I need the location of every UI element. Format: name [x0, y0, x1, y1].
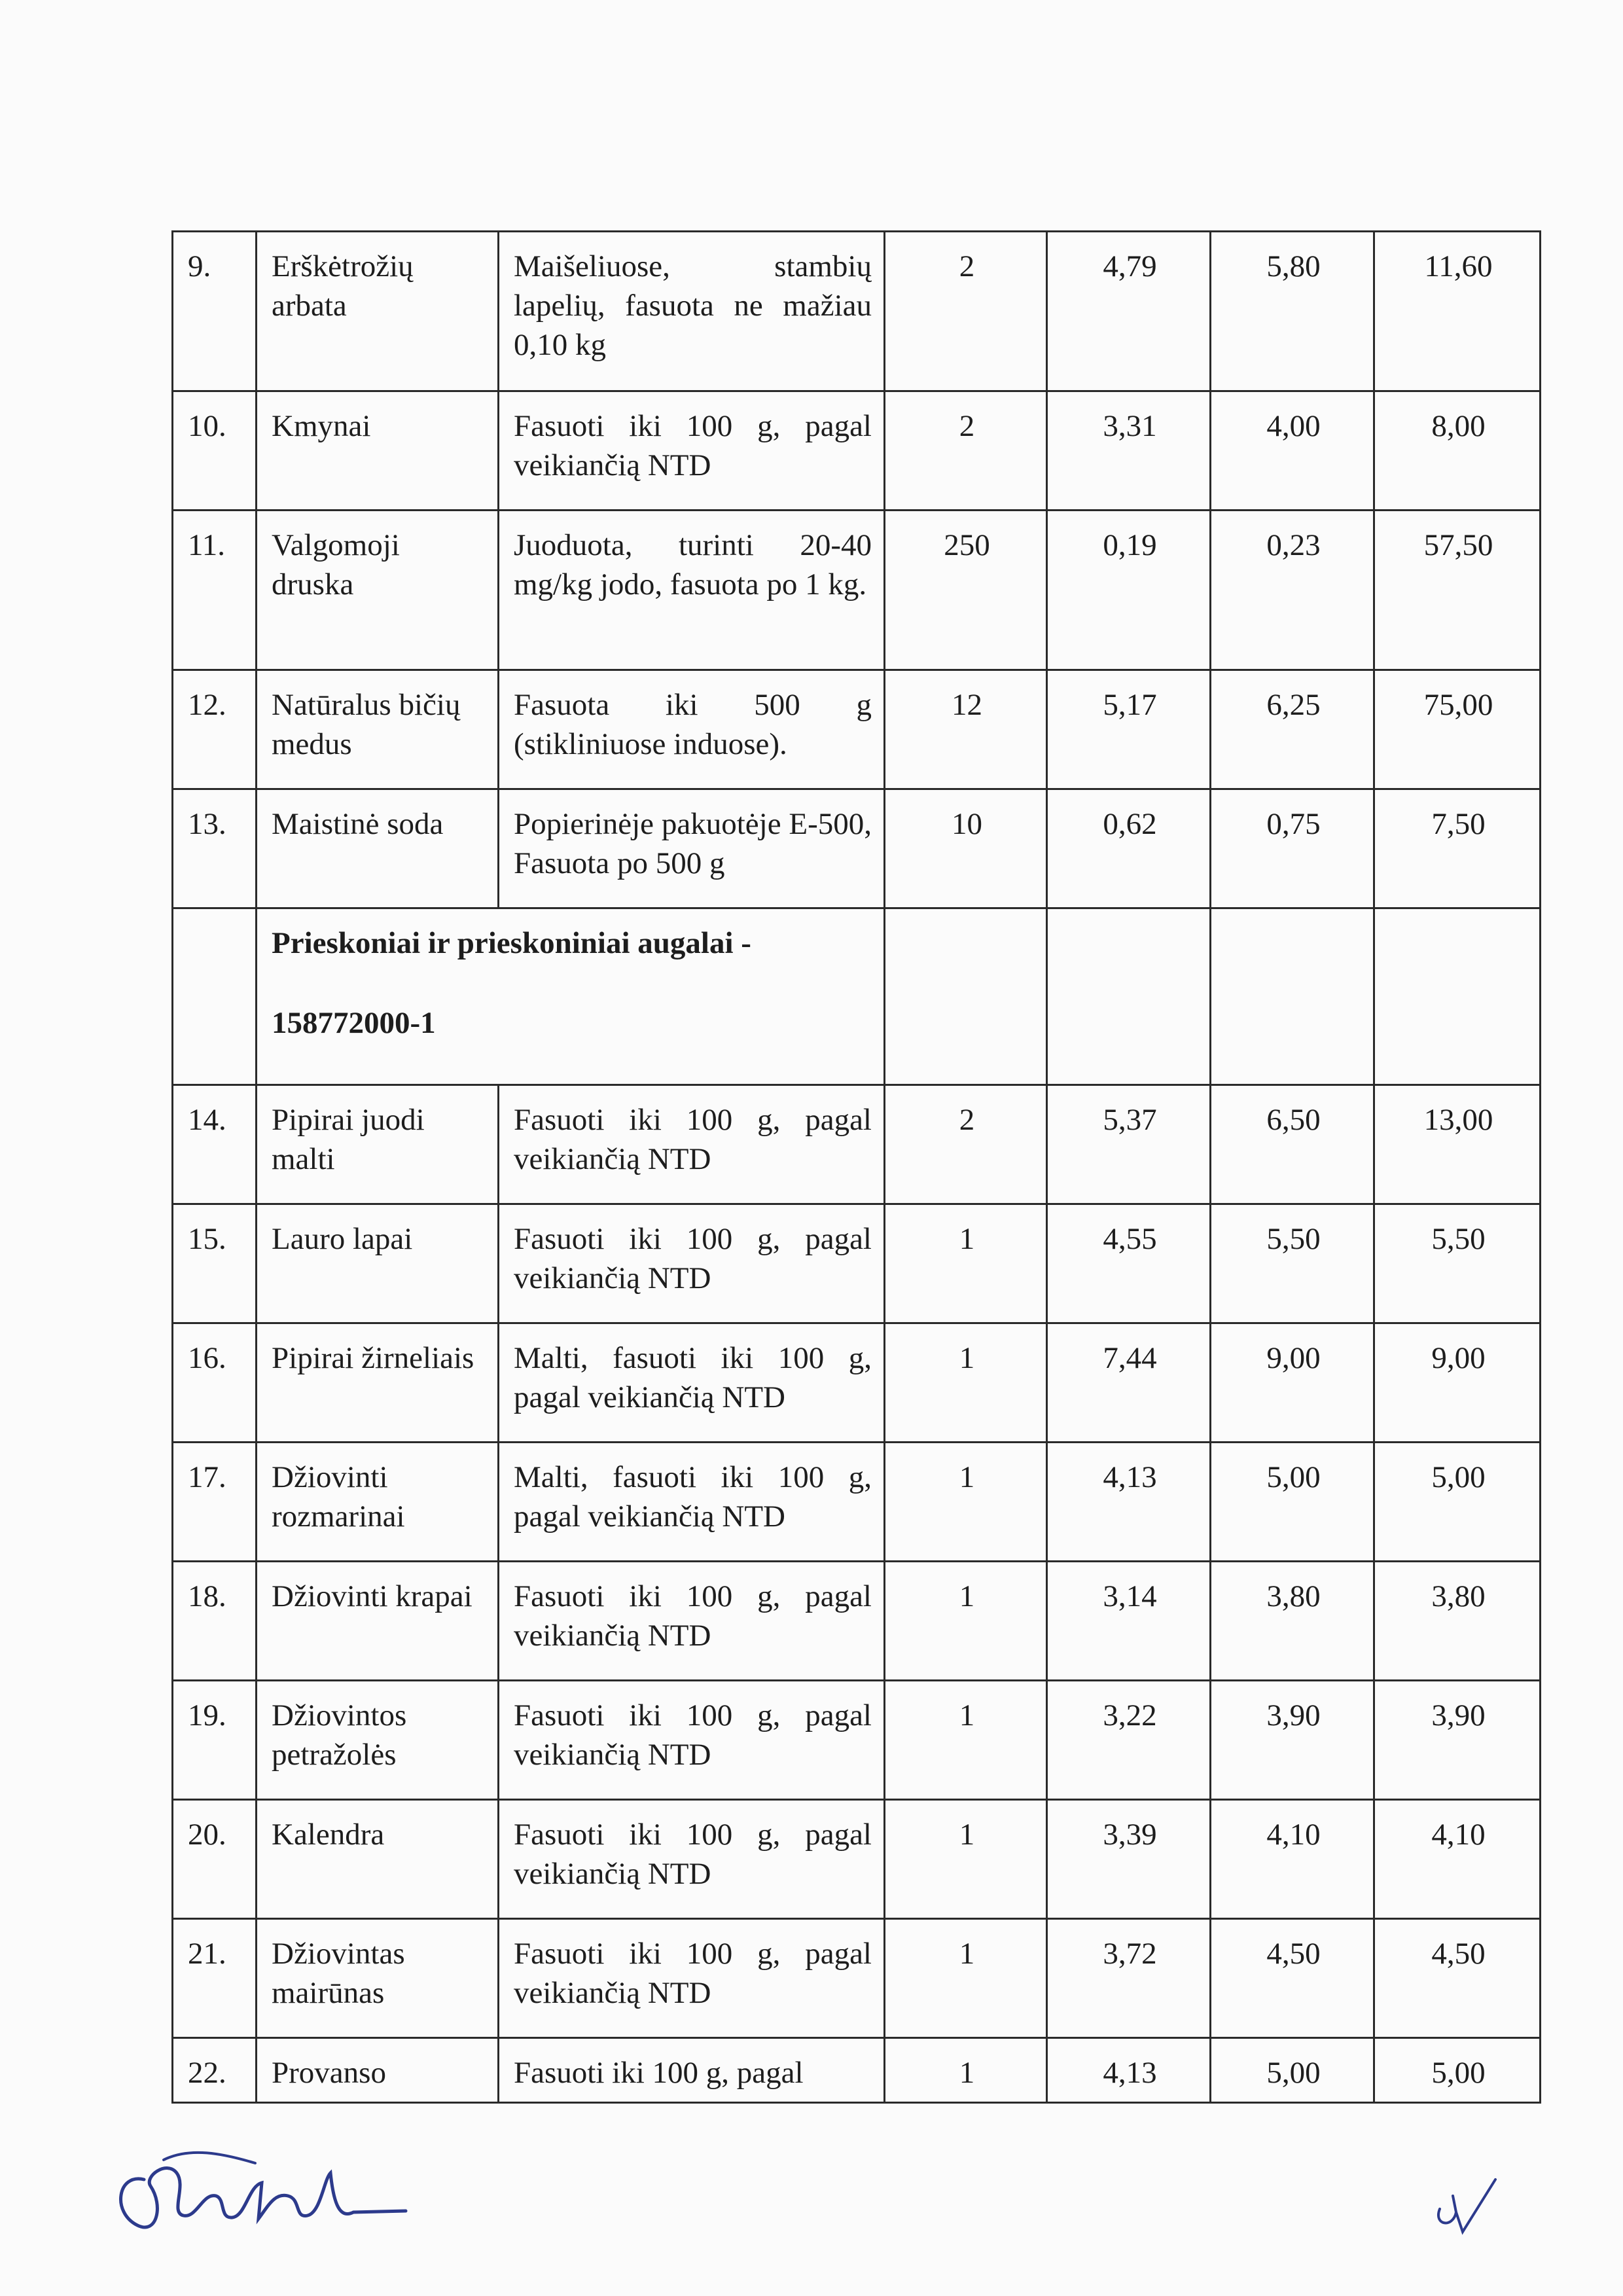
total-price: 5,00: [1374, 1443, 1541, 1562]
quantity: 2: [885, 391, 1047, 511]
quantity: 2: [885, 232, 1047, 391]
product-name: Džiovinti rozmarinai: [257, 1443, 499, 1562]
total-price: 4,50: [1374, 1919, 1541, 2038]
empty-cell: [173, 908, 257, 1085]
product-name: Pipirai juodi malti: [257, 1085, 499, 1204]
quantity: 1: [885, 2038, 1047, 2103]
unit-price: 3,22: [1047, 1681, 1211, 1800]
unit-price-vat: 5,00: [1211, 2038, 1374, 2103]
product-description: Fasuoti iki 100 g, pagal veikiančią NTD: [499, 1681, 885, 1800]
row-number: 18.: [173, 1562, 257, 1681]
empty-cell: [1374, 908, 1541, 1085]
row-number: 10.: [173, 391, 257, 511]
row-number: 9.: [173, 232, 257, 391]
row-number: 15.: [173, 1204, 257, 1323]
total-price: 13,00: [1374, 1085, 1541, 1204]
total-price: 5,00: [1374, 2038, 1541, 2103]
row-number: 16.: [173, 1323, 257, 1443]
product-name: Erškėtrožių arbata: [257, 232, 499, 391]
handwritten-signature: [105, 2134, 419, 2245]
table-row: [173, 391, 1541, 511]
table-row: [173, 1085, 1541, 1204]
unit-price-vat: 5,50: [1211, 1204, 1374, 1323]
row-number: 22.: [173, 2038, 257, 2103]
product-name: Džiovinti krapai: [257, 1562, 499, 1681]
row-number: 14.: [173, 1085, 257, 1204]
total-price: 3,80: [1374, 1562, 1541, 1681]
unit-price: 3,39: [1047, 1800, 1211, 1919]
product-name: Maistinė soda: [257, 789, 499, 908]
total-price: 4,10: [1374, 1800, 1541, 1919]
product-description: Juoduota, turinti 20-40 mg/kg jodo, fasuota po 1 kg.: [499, 511, 885, 670]
product-name: Pipirai žirneliais: [257, 1323, 499, 1443]
product-description: Fasuoti iki 100 g, pagal veikiančią NTD: [499, 1085, 885, 1204]
product-description: Malti, fasuoti iki 100 g, pagal veikiančią NTD: [499, 1443, 885, 1562]
unit-price-vat: 4,00: [1211, 391, 1374, 511]
quantity: 1: [885, 1681, 1047, 1800]
product-name: Lauro lapai: [257, 1204, 499, 1323]
unit-price-vat: 3,90: [1211, 1681, 1374, 1800]
table-row: [173, 1323, 1541, 1443]
product-description: Fasuoti iki 100 g, pagal veikiančią NTD: [499, 1800, 885, 1919]
unit-price: 0,62: [1047, 789, 1211, 908]
total-price: 5,50: [1374, 1204, 1541, 1323]
section-title-cell: [257, 908, 885, 1085]
table-row: [173, 2038, 1541, 2103]
price-table: [171, 230, 1541, 2104]
table-row: [173, 1800, 1541, 1919]
quantity: 250: [885, 511, 1047, 670]
unit-price-vat: 5,00: [1211, 1443, 1374, 1562]
unit-price-vat: 9,00: [1211, 1323, 1374, 1443]
table-row: [173, 1919, 1541, 2038]
product-description: Popierinėje pakuotėje E-500, Fasuota po 500 g: [499, 789, 885, 908]
unit-price: 3,72: [1047, 1919, 1211, 2038]
unit-price: 3,14: [1047, 1562, 1211, 1681]
product-name: Natūralus bičių medus: [257, 670, 499, 789]
product-name: Džiovintos petražolės: [257, 1681, 499, 1800]
quantity: 10: [885, 789, 1047, 908]
quantity: 1: [885, 1562, 1047, 1681]
product-description: Fasuota iki 500 g (stikliniuose induose).: [499, 670, 885, 789]
total-price: 7,50: [1374, 789, 1541, 908]
unit-price-vat: 6,25: [1211, 670, 1374, 789]
total-price: 57,50: [1374, 511, 1541, 670]
unit-price-vat: 0,23: [1211, 511, 1374, 670]
total-price: 9,00: [1374, 1323, 1541, 1443]
unit-price-vat: 5,80: [1211, 232, 1374, 391]
section-header-row: [173, 908, 1541, 1085]
quantity: 1: [885, 1323, 1047, 1443]
product-description: Fasuoti iki 100 g, pagal: [499, 2038, 885, 2103]
table-row: [173, 232, 1541, 391]
table-row: [173, 789, 1541, 908]
row-number: 17.: [173, 1443, 257, 1562]
section-title: Prieskoniai ir prieskoniniai augalai -: [272, 926, 751, 960]
row-number: 19.: [173, 1681, 257, 1800]
product-description: Fasuoti iki 100 g, pagal veikiančią NTD: [499, 1204, 885, 1323]
unit-price: 4,13: [1047, 1443, 1211, 1562]
table-row: [173, 1681, 1541, 1800]
unit-price: 7,44: [1047, 1323, 1211, 1443]
unit-price: 4,13: [1047, 2038, 1211, 2103]
unit-price: 3,31: [1047, 391, 1211, 511]
product-description: Fasuoti iki 100 g, pagal veikiančią NTD: [499, 391, 885, 511]
unit-price-vat: 0,75: [1211, 789, 1374, 908]
total-price: 11,60: [1374, 232, 1541, 391]
unit-price-vat: 4,50: [1211, 1919, 1374, 2038]
row-number: 20.: [173, 1800, 257, 1919]
table-row: [173, 670, 1541, 789]
quantity: 1: [885, 1443, 1047, 1562]
product-name: Kalendra: [257, 1800, 499, 1919]
table-row: [173, 1204, 1541, 1323]
product-name: Provanso: [257, 2038, 499, 2103]
product-description: Maišeliuose, stambių lapelių, fasuota ne mažiau 0,10 kg: [499, 232, 885, 391]
table-row: [173, 511, 1541, 670]
total-price: 3,90: [1374, 1681, 1541, 1800]
product-name: Džiovintas mairūnas: [257, 1919, 499, 2038]
empty-cell: [1211, 908, 1374, 1085]
row-number: 11.: [173, 511, 257, 670]
unit-price: 4,79: [1047, 232, 1211, 391]
row-number: 21.: [173, 1919, 257, 2038]
quantity: 1: [885, 1919, 1047, 2038]
total-price: 75,00: [1374, 670, 1541, 789]
product-name: Kmynai: [257, 391, 499, 511]
unit-price-vat: 6,50: [1211, 1085, 1374, 1204]
row-number: 12.: [173, 670, 257, 789]
unit-price: 5,37: [1047, 1085, 1211, 1204]
quantity: 2: [885, 1085, 1047, 1204]
row-number: 13.: [173, 789, 257, 908]
quantity: 1: [885, 1800, 1047, 1919]
unit-price-vat: 4,10: [1211, 1800, 1374, 1919]
unit-price: 0,19: [1047, 511, 1211, 670]
quantity: 12: [885, 670, 1047, 789]
table-row: [173, 1562, 1541, 1681]
empty-cell: [1047, 908, 1211, 1085]
unit-price-vat: 3,80: [1211, 1562, 1374, 1681]
quantity: 1: [885, 1204, 1047, 1323]
unit-price: 5,17: [1047, 670, 1211, 789]
unit-price: 4,55: [1047, 1204, 1211, 1323]
handwritten-initials: [1427, 2173, 1505, 2238]
section-cpv-code: 158772000-1: [272, 1006, 436, 1041]
product-description: Malti, fasuoti iki 100 g, pagal veikiančią NTD: [499, 1323, 885, 1443]
product-description: Fasuoti iki 100 g, pagal veikiančią NTD: [499, 1919, 885, 2038]
table-row: [173, 1443, 1541, 1562]
product-description: Fasuoti iki 100 g, pagal veikiančią NTD: [499, 1562, 885, 1681]
empty-cell: [885, 908, 1047, 1085]
product-name: Valgomoji druska: [257, 511, 499, 670]
total-price: 8,00: [1374, 391, 1541, 511]
